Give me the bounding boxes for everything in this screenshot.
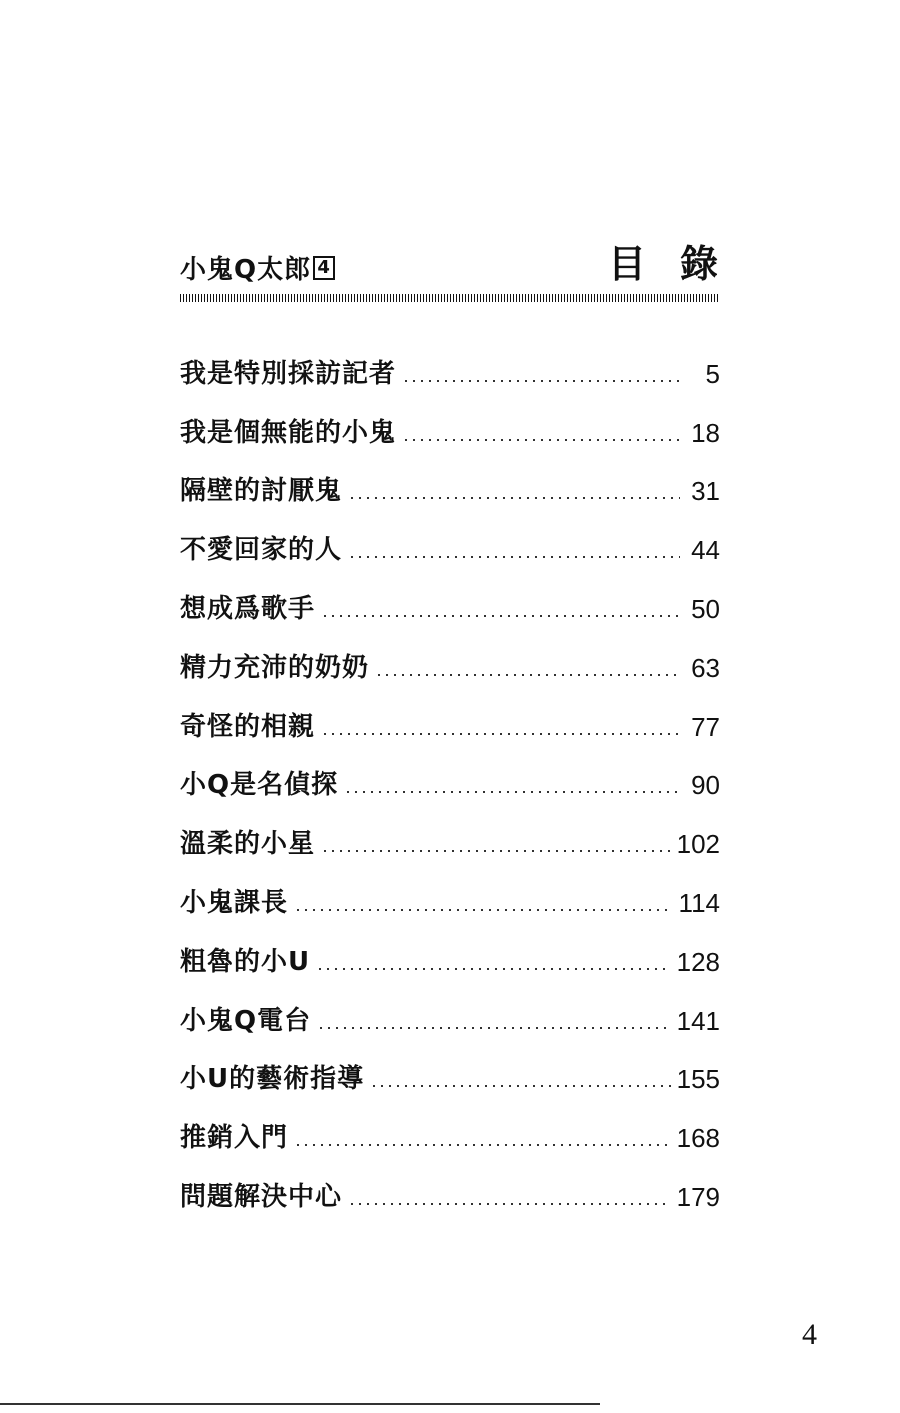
toc-entry[interactable] — [180, 389, 720, 448]
page-header — [180, 242, 752, 288]
toc-entry[interactable] — [180, 977, 720, 1036]
dot-leader — [402, 380, 680, 382]
toc-heading: 目錄 — [607, 242, 752, 286]
toc-entry[interactable] — [180, 918, 720, 977]
toc-entry-page: 5 — [705, 358, 720, 389]
toc-entry-title: 小Q是名偵探 — [180, 770, 339, 801]
toc-entry-page: 114 — [678, 887, 720, 918]
dot-leader — [321, 733, 680, 735]
toc-entry-title: 我是特別採訪記者 — [180, 358, 397, 389]
dot-leader — [370, 1085, 670, 1087]
toc-entry-title: 想成爲歌手 — [180, 593, 316, 624]
toc-entry-title: 小U的藝術指導 — [180, 1064, 365, 1095]
dot-leader — [316, 968, 670, 970]
dot-leader — [344, 791, 680, 793]
toc-entry-page: 63 — [691, 652, 720, 683]
toc-entry-page: 155 — [676, 1064, 720, 1095]
dot-leader — [294, 1144, 671, 1146]
toc-entry-page: 50 — [691, 593, 720, 624]
book-title-text: 小鬼Q太郎 — [180, 255, 312, 285]
toc-entry-page: 77 — [691, 711, 720, 742]
book-title — [180, 249, 335, 286]
toc-entry-page: 44 — [691, 535, 720, 566]
toc-entry-page: 102 — [676, 829, 720, 860]
toc-entry[interactable] — [180, 624, 720, 683]
toc-entry-title: 粗魯的小U — [180, 946, 311, 977]
toc-entry[interactable] — [180, 1094, 720, 1153]
toc-entry-title: 精力充沛的奶奶 — [180, 652, 370, 683]
toc-entry-title: 問題解決中心 — [180, 1181, 343, 1212]
dot-leader — [348, 497, 680, 499]
toc-entry-title: 溫柔的小星 — [180, 829, 316, 860]
toc-entry[interactable] — [180, 506, 720, 565]
toc-entry[interactable] — [180, 565, 720, 624]
dot-leader — [375, 674, 680, 676]
toc-entry[interactable] — [180, 448, 720, 507]
toc-entry-page: 168 — [676, 1123, 720, 1154]
toc-entry-title: 小鬼Q電台 — [180, 1005, 312, 1036]
toc-entry-page: 179 — [676, 1181, 720, 1212]
toc-entry[interactable] — [180, 683, 720, 742]
bottom-edge-line — [0, 1403, 600, 1405]
toc-entry-page: 18 — [691, 417, 720, 448]
dot-leader — [348, 1203, 671, 1205]
header-divider — [180, 294, 718, 302]
dot-leader — [321, 615, 680, 617]
toc-entry-title: 小鬼課長 — [180, 887, 289, 918]
dot-leader — [348, 556, 680, 558]
dot-leader — [321, 850, 671, 852]
dot-leader — [317, 1027, 671, 1029]
toc-entry-page: 90 — [691, 770, 720, 801]
toc-entry-title: 奇怪的相親 — [180, 711, 316, 742]
toc-entry-title: 我是個無能的小鬼 — [180, 417, 397, 448]
toc-list — [180, 330, 720, 1212]
toc-entry[interactable] — [180, 1036, 720, 1095]
toc-entry-page: 141 — [676, 1005, 720, 1036]
volume-badge: 4 — [313, 256, 335, 280]
dot-leader — [402, 439, 680, 441]
toc-entry-title: 不愛回家的人 — [180, 535, 343, 566]
toc-entry-page: 31 — [691, 476, 720, 507]
dot-leader — [294, 909, 673, 911]
toc-entry-title: 推銷入門 — [180, 1123, 289, 1154]
toc-entry[interactable] — [180, 859, 720, 918]
toc-entry[interactable] — [180, 800, 720, 859]
toc-entry-page: 128 — [676, 946, 720, 977]
toc-entry[interactable] — [180, 742, 720, 801]
toc-entry[interactable] — [180, 330, 720, 389]
toc-entry-title: 隔壁的討厭鬼 — [180, 476, 343, 507]
toc-entry[interactable] — [180, 1153, 720, 1212]
page-number: 4 — [802, 1318, 817, 1351]
